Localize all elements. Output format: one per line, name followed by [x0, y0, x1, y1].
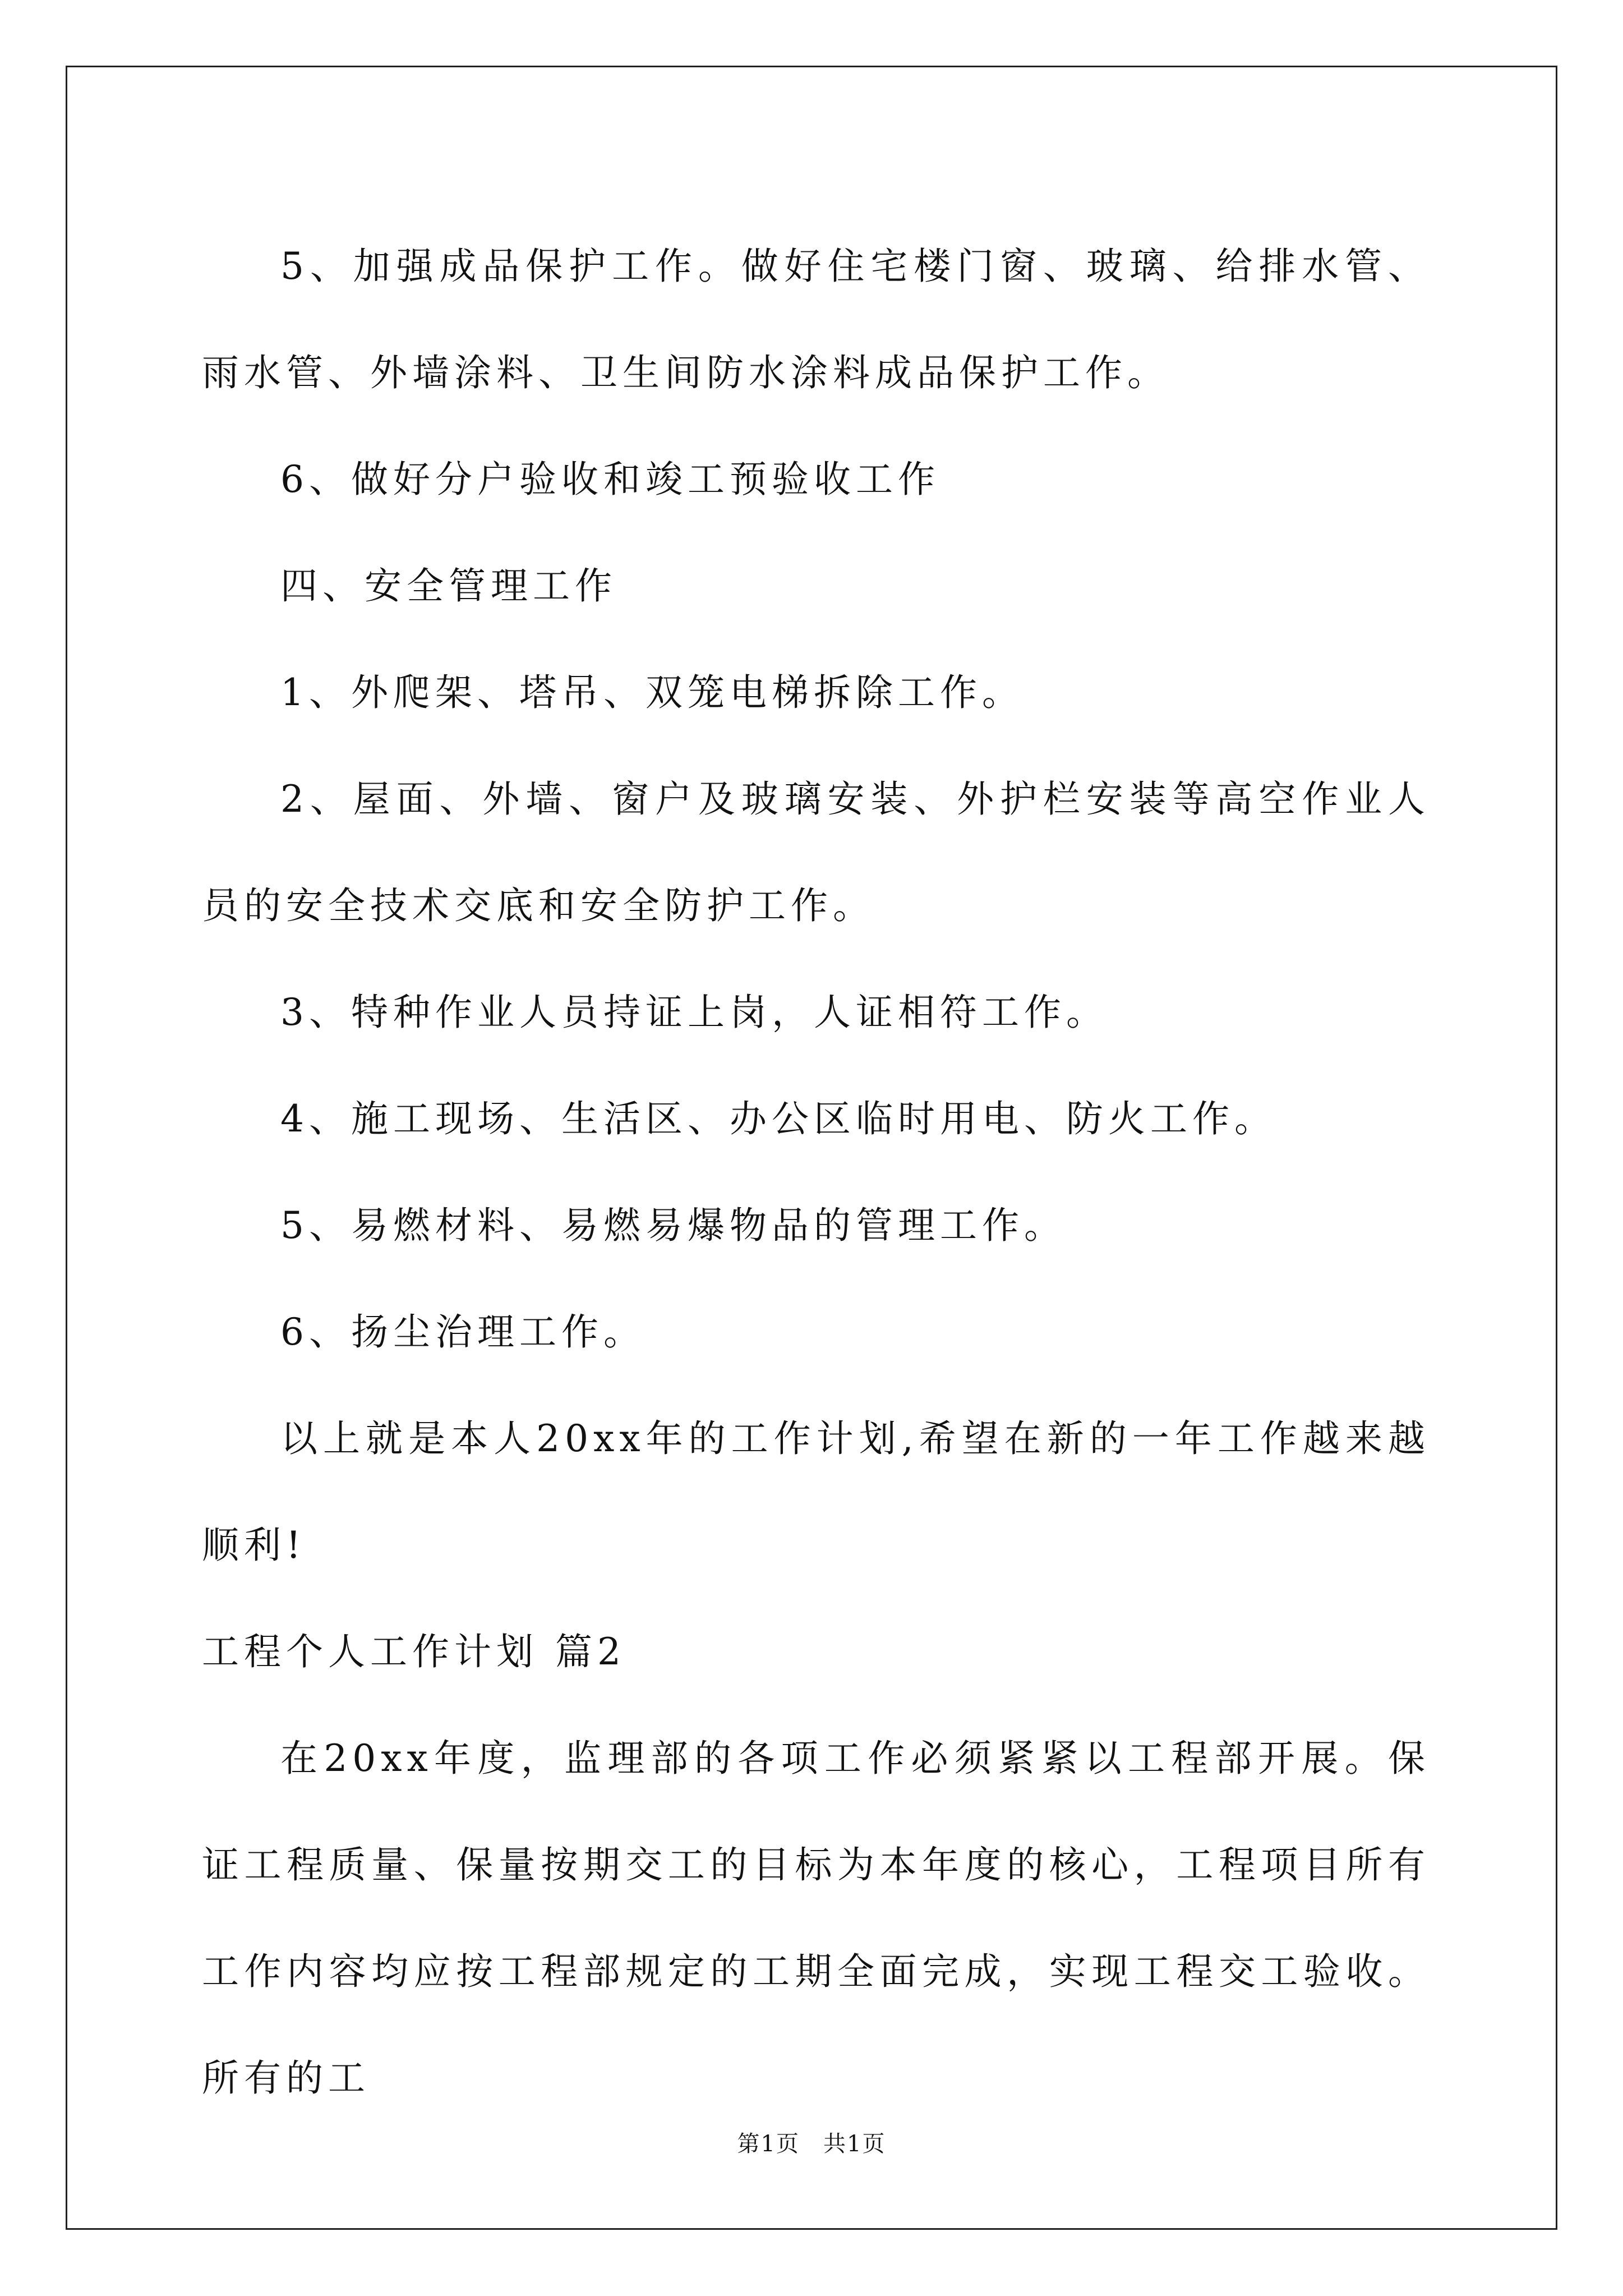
- paragraph-special-operators: 3、特种作业人员持证上岗，人证相符工作。: [280, 991, 1108, 1034]
- paragraph-temporary-power-fire: 4、施工现场、生活区、办公区临时用电、防火工作。: [280, 1097, 1276, 1140]
- paragraph-supervision-department: 在20xx年度，监理部的各项工作必须紧紧以工程部开展。保证工程质量、保量按期交工的目标为本年度的核心，工程项目所有工作内容均应按工程部规定的工期全面完成，实现工程交工验收。所有的工: [202, 1737, 1430, 2100]
- paragraph-flammable-materials: 5、易燃材料、易燃易爆物品的管理工作。: [280, 1204, 1066, 1247]
- section-heading-safety-management: 四、安全管理工作: [280, 564, 617, 608]
- paragraph-closing-wish: 以上就是本人20xx年的工作计划,希望在新的一年工作越来越顺利!: [202, 1417, 1430, 1567]
- paragraph-dust-control: 6、扬尘治理工作。: [280, 1310, 645, 1354]
- document-body: [202, 213, 1430, 2132]
- paragraph-scaffold-crane-removal: 1、外爬架、塔吊、双笼电梯拆除工作。: [280, 671, 1024, 714]
- paragraph-finished-product-protection: 5、加强成品保护工作。做好住宅楼门窗、玻璃、给排水管、雨水管、外墙涂料、卫生间防水涂料成品保护工作。: [202, 245, 1430, 394]
- article-title-plan-2: 工程个人工作计划 篇2: [202, 1630, 626, 1673]
- paragraph-high-altitude-safety: 2、屋面、外墙、窗户及玻璃安装、外护栏安装等高空作业人员的安全技术交底和安全防护工作。: [202, 777, 1430, 927]
- paragraph-household-acceptance: 6、做好分户验收和竣工预验收工作: [280, 458, 940, 501]
- page-footer: 第1页 共1页: [737, 2131, 886, 2157]
